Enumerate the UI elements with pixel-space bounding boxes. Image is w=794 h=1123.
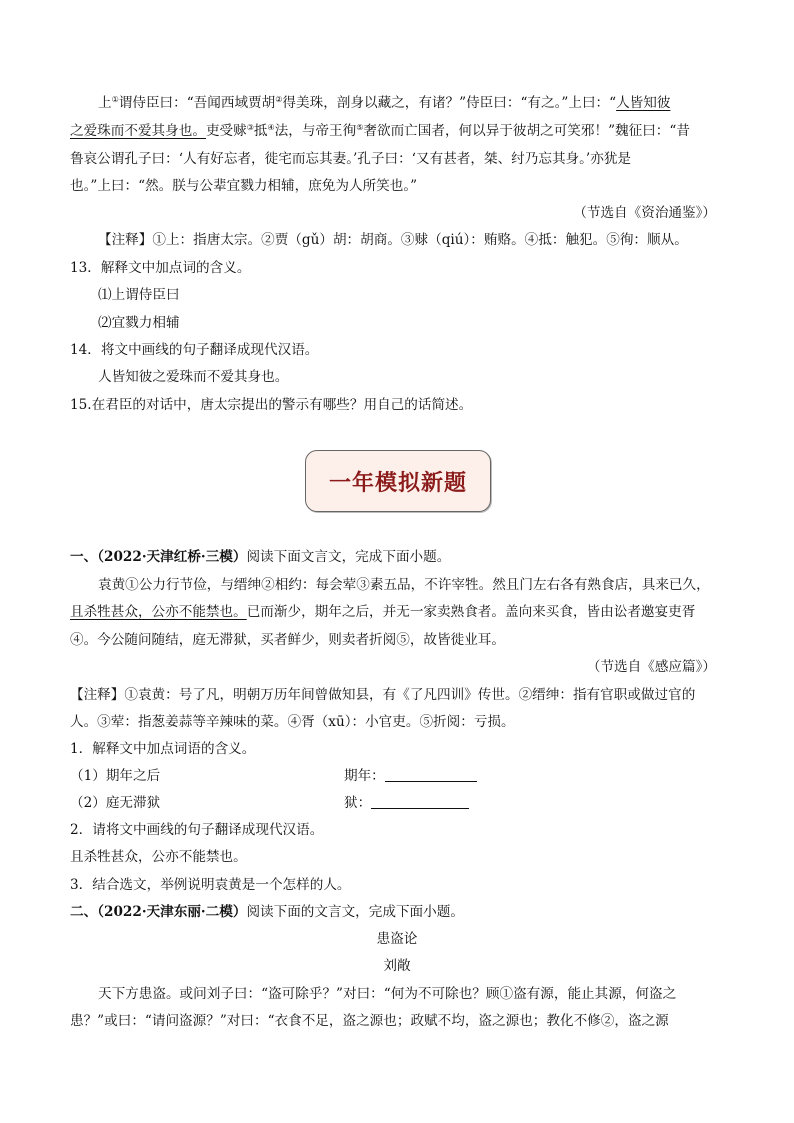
question-14: 14．将文中画线的句子翻译成现代汉语。 — [70, 342, 319, 358]
passage1-line1: 上①谓侍臣曰：“吾闻西域贾胡②得美珠，剖身以藏之，有诸？”侍臣曰：“有之。”上曰：“人皆知彼 — [98, 95, 671, 111]
passage1-line2: 之爱珠而不爱其身也。吏受赇③抵④法，与帝王徇⑤奢欲而亡国者，何以异于彼胡之可笑邪！”魏征曰：“昔 — [70, 123, 690, 139]
section1-heading: 一、（2022·天津红桥·三模）阅读下面文言文，完成下面小题。 — [70, 549, 451, 565]
underlined-sentence: 人皆知彼 — [616, 95, 671, 111]
section2-line2: 患？”或曰：“请问盗源？”对曰：“衣食不足，盗之源也；政赋不均，盗之源也；教化不修②，盗之源 — [70, 1013, 669, 1029]
section2-author: 刘敞 — [383, 958, 411, 974]
section2-title: 患盗论 — [376, 931, 418, 947]
question-13: 13．解释文中加点词的含义。 — [70, 260, 251, 276]
section1-note1: 【注释】①袁黄：号了凡，明朝万历年间曾做知县，有《了凡四训》传世。②缙绅：指有官职或做过官的 — [70, 687, 696, 703]
section-banner — [305, 450, 491, 512]
section1-line2: 且杀牲甚众，公亦不能禁也。已而渐少，期年之后，并无一家卖熟食者。盖向来买食，皆由讼者邀宴吏胥 — [70, 604, 696, 620]
section1-question-1-1: （1）期年之后 — [70, 768, 161, 784]
section1-source: （节选自《感应篇》） — [586, 659, 716, 675]
section1-question-2: 2．请将文中画线的句子翻译成现代汉语。 — [70, 822, 324, 838]
question-14-sentence: 人皆知彼之爱珠而不爱其身也。 — [98, 369, 289, 385]
section1-question-1: 1．解释文中加点词语的含义。 — [70, 741, 256, 757]
underlined-sentence: 且杀牲甚众，公亦不能禁也。 — [70, 604, 247, 620]
section1-question-3: 3．结合选文，举例说明袁黄是一个怎样的人。 — [70, 877, 351, 893]
question-13-2: ⑵宜戮力相辅 — [98, 315, 180, 331]
section1-note2: 人。③荤：指葱姜蒜等辛辣味的菜。④胥（xū）：小官吏。⑤折阅：亏损。 — [70, 714, 515, 730]
passage1-source: （节选自《资治通鉴》） — [573, 205, 716, 221]
passage1-note: 【注释】①上：指唐太宗。②贾（gǔ）胡：胡商。③赇（qiú）：贿赂。④抵：触犯。⑤徇：顺从。 — [98, 232, 688, 248]
section2-line1: 天下方患盗。或问刘子曰：“盗可除乎？”对曰：“何为不可除也？顾①盗有源，能止其源，何盗之 — [98, 986, 677, 1002]
section1-question-1-2: （2）庭无滞狱 — [70, 795, 161, 811]
section1-line1: 袁黄①公力行节俭，与缙绅②相约：每会荤③素五品，不许宰牲。然且门左右各有熟食店，具来已久， — [98, 577, 710, 593]
section1-line3: ④。今公随问随结，庭无滞狱，买者鲜少，则卖者折阅⑤，故皆徙业耳。 — [70, 632, 505, 648]
question-15: 15.在君臣的对话中，唐太宗提出的警示有哪些？用自己的话简述。 — [70, 397, 473, 413]
underlined-sentence: 之爱珠而不爱其身也。 — [70, 123, 206, 139]
answer-blank-1[interactable]: 期年： — [344, 767, 477, 785]
section2-heading: 二、（2022·天津东丽·二模）阅读下面的文言文，完成下面小题。 — [70, 904, 464, 920]
answer-blank-2[interactable]: 狱： — [344, 794, 469, 812]
section1-question-2-sentence: 且杀牲甚众，公亦不能禁也。 — [70, 849, 247, 865]
question-13-1: ⑴上谓侍臣曰 — [98, 287, 180, 303]
passage1-line3: 鲁哀公谓孔子曰：‘人有好忘者，徙宅而忘其妻。’孔子曰：‘又有甚者，桀、纣乃忘其身。’亦犹是 — [70, 151, 632, 167]
passage1-line4: 也。”上曰：“然。朕与公辈宜戮力相辅，庶免为人所笑也。” — [70, 178, 418, 194]
section-banner-title: 一年模拟新题 — [328, 470, 467, 496]
